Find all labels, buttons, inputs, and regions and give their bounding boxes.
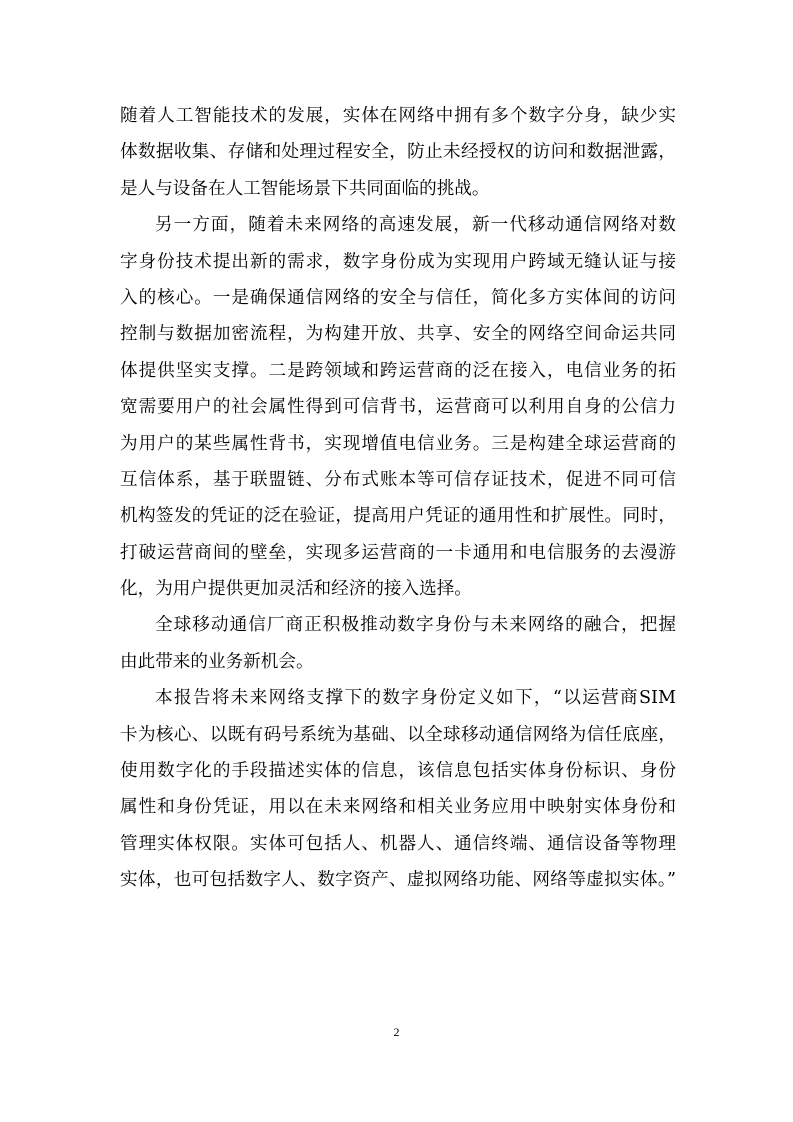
paragraph-2-line-4: 控制与数据加密流程，为构建开放、共享、安全的网络空间命运共同 bbox=[120, 324, 676, 345]
paragraph-4-line-3: 使用数字化的手段描述实体的信息，该信息包括实体身份标识、身份 bbox=[120, 761, 676, 782]
paragraph-3-line-2: 由此带来的业务新机会。 bbox=[120, 651, 314, 672]
page-number: 2 bbox=[393, 1025, 400, 1039]
paragraph-1-line-1: 随着人工智能技术的发展，实体在网络中拥有多个数字分身，缺少实 bbox=[120, 106, 676, 126]
paragraph-1-line-2: 体数据收集、存储和处理过程安全，防止未经授权的访问和数据泄露， bbox=[120, 142, 676, 163]
paragraph-2-line-1: 另一方面，随着未来网络的高速发展，新一代移动通信网络对数 bbox=[155, 215, 676, 236]
paragraph-2-line-3: 入的核心。一是确保通信网络的安全与信任，简化多方实体间的访问 bbox=[120, 287, 676, 308]
paragraph-3-line-1: 全球移动通信厂商正积极推动数字身份与未来网络的融合，把握 bbox=[155, 615, 676, 636]
paragraph-2-line-10: 打破运营商间的壁垒，实现多运营商的一卡通用和电信服务的去漫游 bbox=[120, 542, 676, 563]
paragraph-2-line-8: 互信体系，基于联盟链、分布式账本等可信存证技术，促进不同可信 bbox=[120, 469, 676, 490]
paragraph-4-line-2: 卡为核心、以既有码号系统为基础、以全球移动通信网络为信任底座， bbox=[120, 724, 676, 745]
paragraph-4-line-1: 本报告将未来网络支撑下的数字身份定义如下，“以运营商SIM bbox=[155, 688, 676, 709]
paragraph-2-line-9: 机构签发的凭证的泛在验证，提高用户凭证的通用性和扩展性。同时， bbox=[120, 506, 676, 527]
body-text bbox=[120, 98, 676, 899]
paragraph-2-line-7: 为用户的某些属性背书，实现增值电信业务。三是构建全球运营商的 bbox=[120, 433, 676, 454]
paragraph-4-line-4: 属性和身份凭证，用以在未来网络和相关业务应用中映射实体身份和 bbox=[120, 797, 676, 818]
paragraph-4-line-6: 实体，也可包括数字人、数字资产、虚拟网络功能、网络等虚拟实体。” bbox=[120, 870, 676, 891]
paragraph-1-line-3: 是人与设备在人工智能场景下共同面临的挑战。 bbox=[120, 178, 490, 199]
paragraph-2-line-6: 宽需要用户的社会属性得到可信背书，运营商可以利用自身的公信力 bbox=[120, 397, 676, 418]
paragraph-2-line-11: 化，为用户提供更加灵活和经济的接入选择。 bbox=[120, 579, 472, 600]
paragraph-2-line-5: 体提供坚实支撑。二是跨领域和跨运营商的泛在接入，电信业务的拓 bbox=[120, 360, 676, 381]
paragraph-4-line-5: 管理实体权限。实体可包括人、机器人、通信终端、通信设备等物理 bbox=[120, 833, 676, 854]
paragraph-2-line-2: 字身份技术提出新的需求，数字身份成为实现用户跨域无缝认证与接 bbox=[120, 251, 676, 272]
